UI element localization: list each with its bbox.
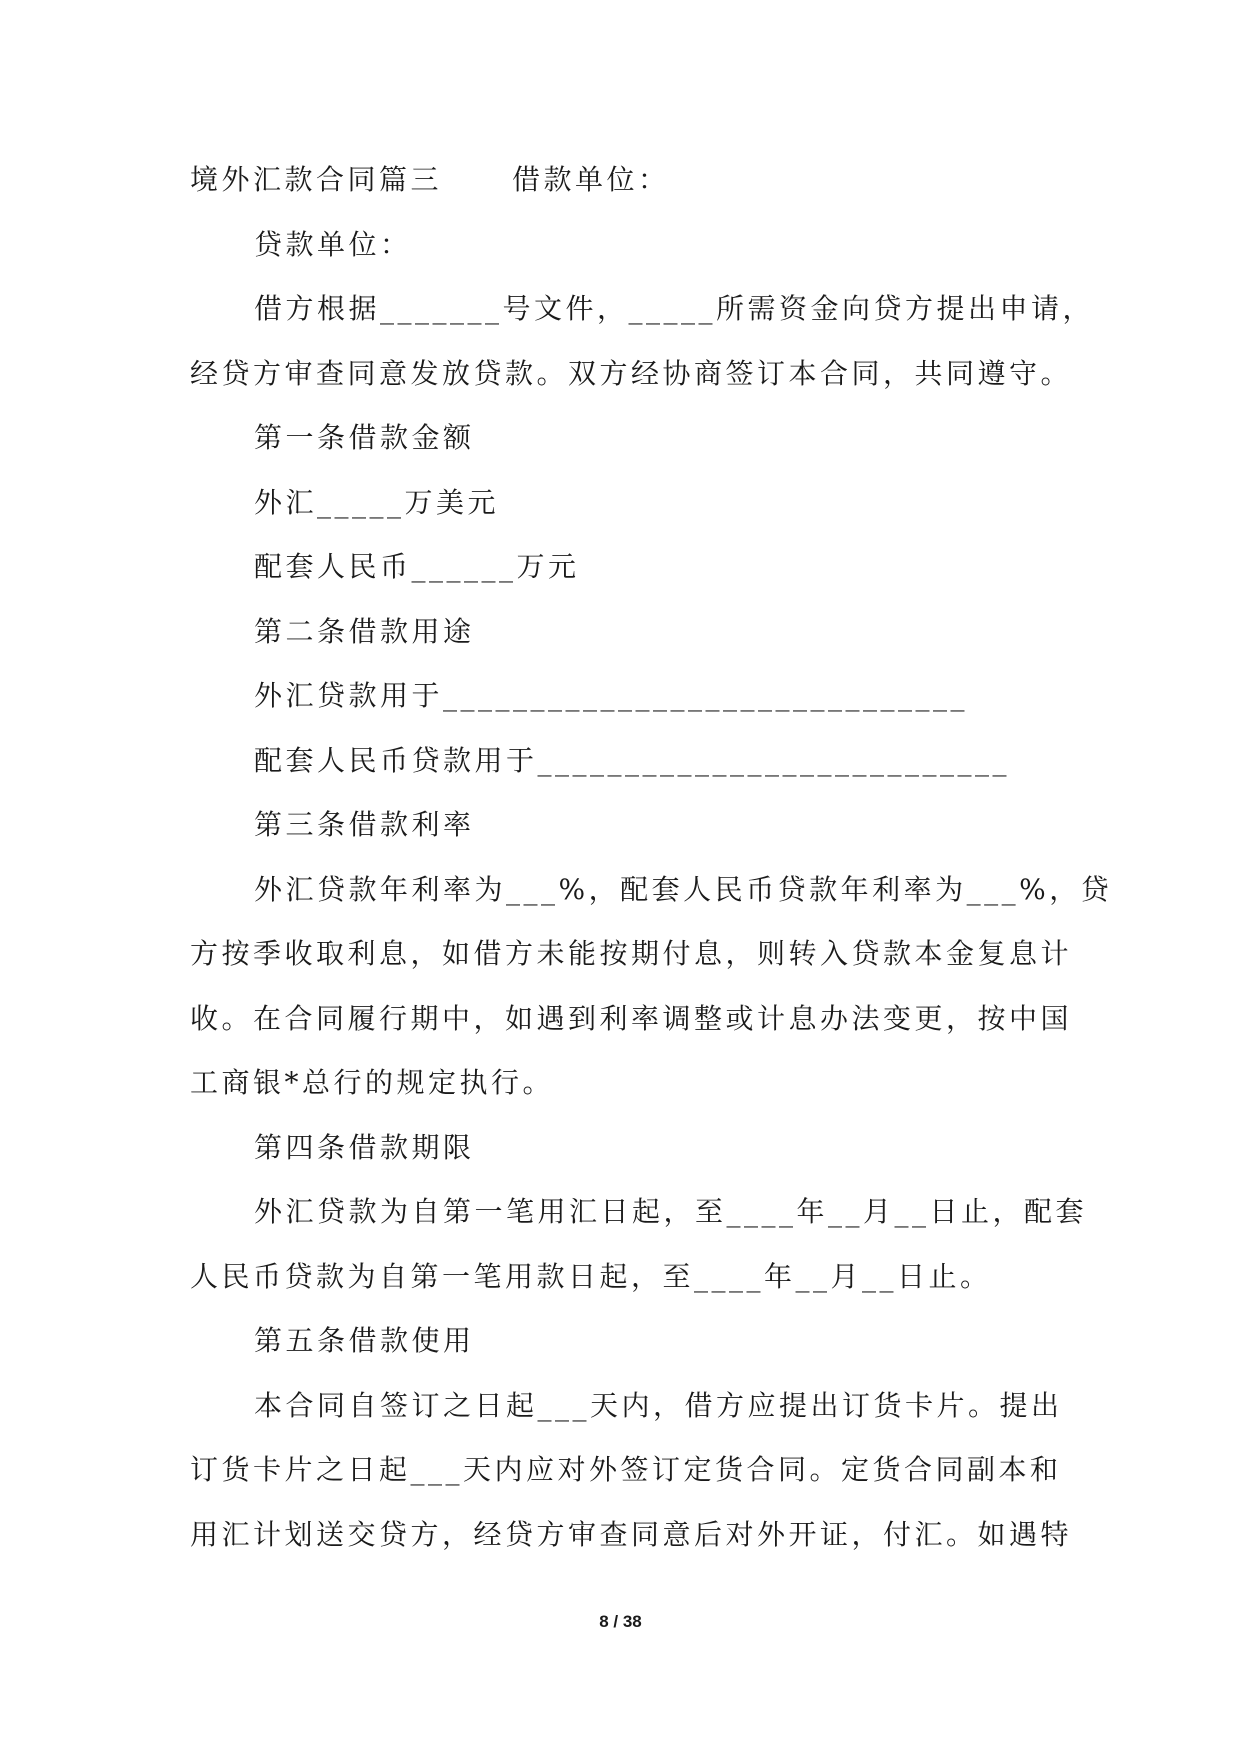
paragraph-line: 外汇贷款用于______________________________ (254, 679, 969, 712)
paragraph-line: 配套人民币贷款用于___________________________ (254, 743, 1011, 777)
paragraph-line: 用汇计划送交贷方，经贷方审查同意后对外开证，付汇。如遇特 (190, 1517, 1073, 1551)
article-heading: 第三条借款利率 (254, 808, 475, 841)
paragraph-line: 外汇_____万美元 (254, 485, 500, 519)
borrower-line: 借款单位： (512, 163, 670, 196)
paragraph-line: 经贷方审查同意发放贷款。双方经协商签订本合同，共同遵守。 (190, 356, 1073, 390)
paragraph-line: 本合同自签订之日起___天内，借方应提出订货卡片。提出 (254, 1388, 1063, 1422)
article-heading: 第五条借款使用 (254, 1324, 475, 1357)
paragraph-line: 配套人民币______万元 (254, 550, 580, 583)
article-heading: 第二条借款用途 (254, 614, 475, 648)
document-body (190, 148, 1113, 1567)
page-number: 8 / 38 (599, 1612, 642, 1631)
document-title: 境外汇款合同篇三 (190, 163, 443, 196)
title-line (190, 148, 1070, 213)
article-heading: 第四条借款期限 (254, 1130, 475, 1164)
lender-line: 贷款单位： (254, 227, 412, 261)
article-heading: 第一条借款金额 (254, 421, 475, 454)
paragraph-line: 外汇贷款年利率为___%，配套人民币贷款年利率为___%，贷 (254, 872, 1113, 906)
paragraph-line: 人民币贷款为自第一笔用款日起，至____年__月__日止。 (190, 1259, 992, 1293)
paragraph-line: 工商银*总行的规定执行。 (190, 1066, 555, 1099)
paragraph-line: 订货卡片之日起___天内应对外签订定货合同。定货合同副本和 (190, 1453, 1062, 1486)
paragraph-line: 借方根据_______号文件，_____所需资金向贷方提出申请， (254, 292, 1095, 325)
paragraph-line: 外汇贷款为自第一笔用汇日起，至____年__月__日止，配套 (254, 1195, 1088, 1228)
paragraph-line: 收。在合同履行期中，如遇到利率调整或计息办法变更，按中国 (190, 1001, 1073, 1035)
paragraph-line: 方按季收取利息，如借方未能按期付息，则转入贷款本金复息计 (190, 937, 1073, 970)
